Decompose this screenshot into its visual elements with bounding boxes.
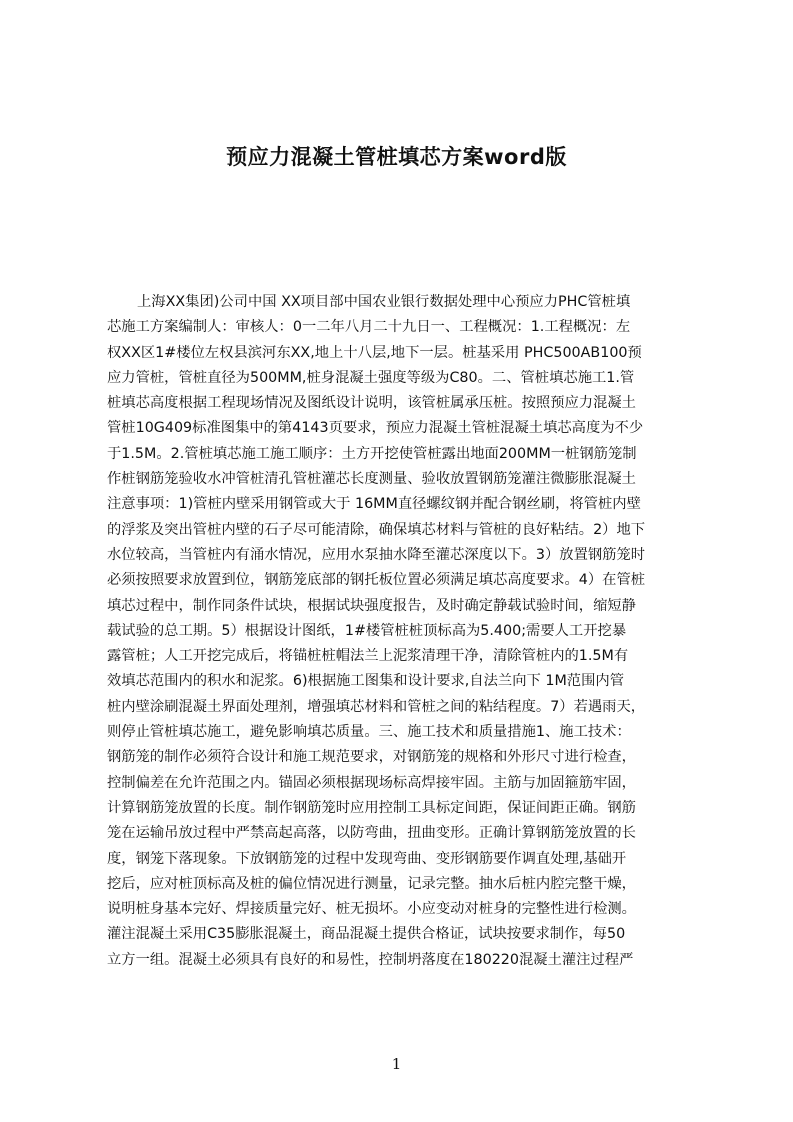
body-line: 立方一组。混凝土必须具有良好的和易性，控制坍落度在180220混凝土灌注过程严 [107,951,634,968]
body-line: 控制偏差在允许范围之内。锚固必须根据现场标高焊接牢固。主筋与加固箍筋牢固， [107,774,636,791]
page-number: 1 [391,1055,402,1073]
body-line: 填芯过程中，制作同条件试块，根据试块强度报告，及时确定静载试验时间，缩短静 [107,597,636,614]
body-line: 露管桩；人工开挖完成后，将锚桩桩帽法兰上泥浆清理干净，清除管桩内的1.5M有 [107,648,629,665]
body-line: 灌注混凝土采用C35膨胀混凝土，商品混凝土提供合格证，试块按要求制作，每50 [107,926,626,943]
document-title: 预应力混凝土管桩填芯方案word版 [226,145,567,169]
body-line: 作桩钢筋笼验收水冲管桩清孔管桩灌芯长度测量、验收放置钢筋笼灌注微膨胀混凝土 [107,471,636,488]
body-line: 管桩10G409标准图集中的第4143页要求，预应力混凝土管桩混凝土填芯高度为不少 [107,420,644,437]
body-line: 计算钢筋笼放置的长度。制作钢筋笼时应用控制工具标定间距，保证间距正确。钢筋 [107,799,636,816]
body-line: 笼在运输吊放过程中严禁高起高落，以防弯曲，扭曲变形。正确计算钢筋笼放置的长 [107,825,636,842]
document-body [107,290,699,973]
body-line: 权XX区1#楼位左权县滨河东XX,地上十八层,地下一层。桩基采用 PHC500AB100预 [107,344,642,361]
body-line: 注意事项：1)管桩内壁采用钢管或大于 16MM直径螺纹钢并配合钢丝刷，将管桩内壁 [107,496,641,513]
body-line: 则停止管桩填芯施工，避免影响填芯质量。三、施工技术和质量措施1、施工技术： [107,724,631,741]
body-line: 必须按照要求放置到位，钢筋笼底部的钢托板位置必须满足填芯高度要求。4）在管桩 [107,572,646,589]
body-line: 说明桩身基本完好、焊接质量完好、桩无损坏。小应变动对桩身的完整性进行检测。 [107,901,636,918]
body-line: 钢筋笼的制作必须符合设计和施工规范要求，对钢筋笼的规格和外形尺寸进行检查， [107,749,636,766]
body-line: 上海XX集团)公司中国 XX项目部中国农业银行数据处理中心预应力PHC管桩填 [137,294,631,310]
body-line: 载试验的总工期。5）根据设计图纸，1#楼管桩桩顶标高为5.400;需要人工开挖暴 [107,622,627,639]
body-line: 芯施工方案编制人：审核人：0一二年八月二十九日一、工程概况：1.工程概况：左 [107,319,631,336]
body-line: 桩内壁涂刷混凝土界面处理剂，增强填芯材料和管桩之间的粘结程度。7）若遇雨天， [107,698,646,715]
body-line: 水位较高，当管桩内有涌水情况，应用水泵抽水降至灌芯深度以下。3）放置钢筋笼时 [107,546,646,563]
body-line: 于1.5M。2.管桩填芯施工施工顺序：土方开挖使管桩露出地面200MM一桩钢筋笼制 [107,445,637,462]
body-line: 桩填芯高度根据工程现场情况及图纸设计说明，该管桩属承压桩。按照预应力混凝土 [107,395,636,412]
body-line: 度，钢笼下落现象。下放钢筋笼的过程中发现弯曲、变形钢筋要作调直处理,基础开 [107,850,627,867]
body-line: 应力管桩，管桩直径为500MM,桩身混凝土强度等级为C80。二、管桩填芯施工1.管 [107,369,635,386]
body-line: 挖后，应对桩顶标高及桩的偏位情况进行测量，记录完整。抽水后桩内腔完整干燥， [107,875,636,892]
body-line: 效填芯范围内的积水和泥浆。6)根据施工图集和设计要求,自法兰向下 1M范围内管 [107,673,624,690]
body-line: 的浮浆及突出管桩内壁的石子尽可能清除，确保填芯材料与管桩的良好粘结。2）地下 [107,521,646,538]
